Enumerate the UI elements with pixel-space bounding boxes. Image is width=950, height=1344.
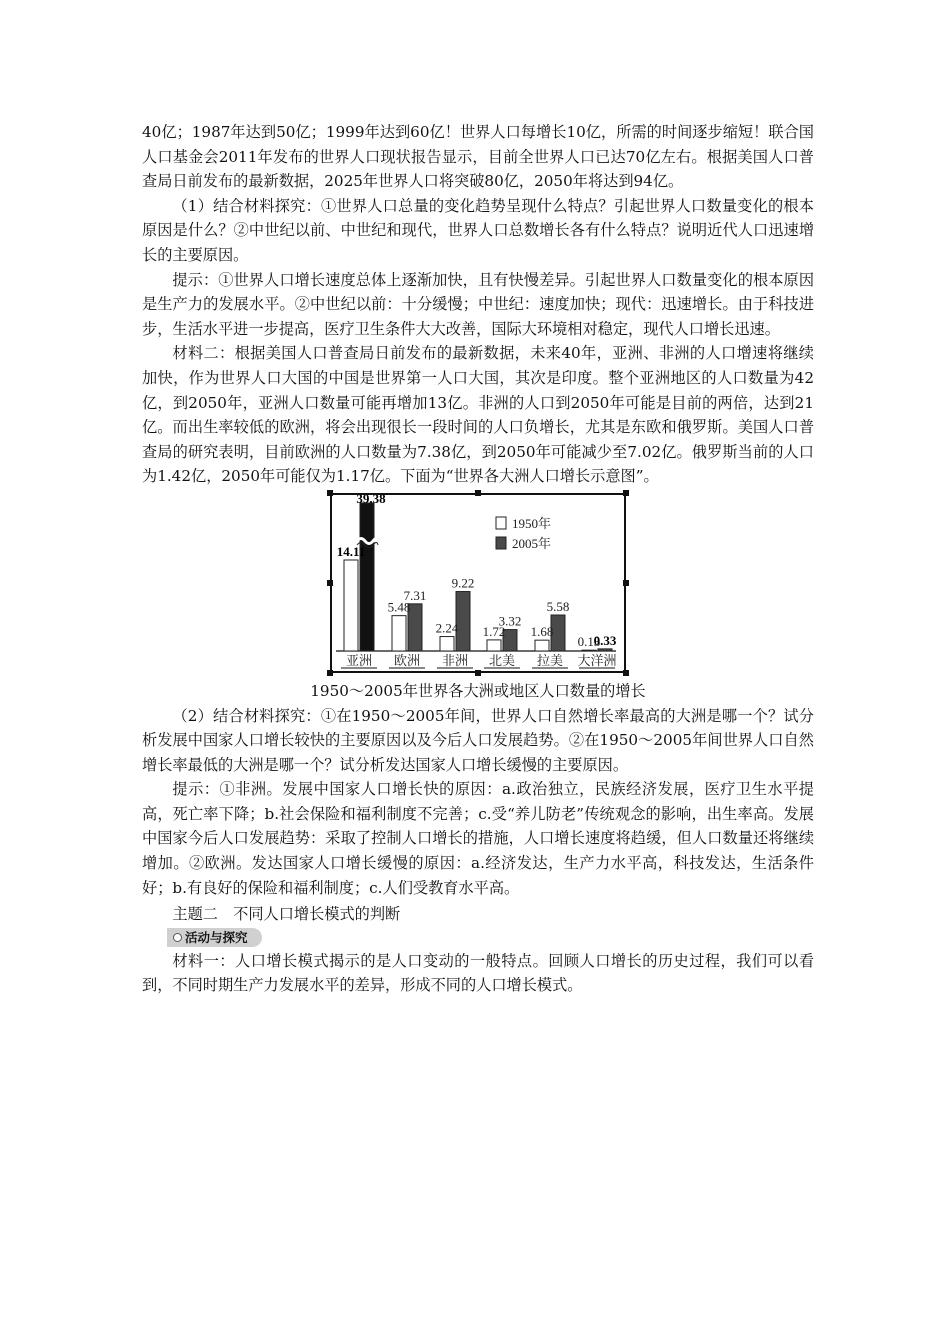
resize-handle xyxy=(623,580,629,586)
paragraph: 40亿；1987年达到50亿；1999年达到60亿！世界人口每增长10亿，所需的时间逐步缩短！联合国人口基金会2011年发布的世界人口现状报告显示，目前全世界人口已达70亿左右。根据美国人口普查局日前发布的最新数据，2025年世界人口将突破80亿，2050年将达到94亿。 xyxy=(142,123,814,191)
paragraph: 提示：①非洲。发展中国家人口增长快的原因：a.政治独立，民族经济发展，医疗卫生水平提高，死亡率下降；b.社会保险和福利制度不完善；c.受“养儿防老”传统观念的影响，出生率高。发展中国家今后人口发展趋势：采取了控制人口增长的措施，人口增长速度将趋缓，但人口数量还将继续增加。②欧洲。发达国家人口增长缓慢的原因：a.经济发达，生产力水平高，科技发达，生活条件好；b.有良好的保险和福利制度；c.人们受教育水平高。 xyxy=(142,780,814,897)
legend-label-1950: 1950年 xyxy=(512,515,552,531)
category-label: 非洲 xyxy=(441,653,469,669)
legend-swatch-1950 xyxy=(496,517,506,529)
legend-swatch-2005 xyxy=(496,537,506,549)
bar-1950 xyxy=(487,640,501,651)
resize-handle xyxy=(327,490,333,496)
category-label: 大洋洲 xyxy=(577,653,617,669)
figure-caption: 1950～2005年世界各大洲或地区人口数量的增长 xyxy=(310,681,646,700)
category-label: 北美 xyxy=(488,653,516,669)
chart-frame xyxy=(330,493,626,673)
paragraph: （1）结合材料探究：①世界人口总量的变化趋势呈现什么特点？引起世界人口数量变化的根本原因是什么？②中世纪以前、中世纪和现代，世界人口总数增长各有什么特点？说明近代人口迅速增长的主要原因。 xyxy=(142,196,814,264)
category-label: 欧洲 xyxy=(393,653,421,669)
legend-label-2005: 2005年 xyxy=(512,535,552,551)
paragraph: 提示：①世界人口增长速度总体上逐渐加快，且有快慢差异。引起世界人口数量变化的根本原因是生产力的发展水平。②中世纪以前：十分缓慢；中世纪：速度加快；现代：迅速增长。由于科技进步，生活水平进一步提高，医疗卫生条件大大改善，国际大环境相对稳定，现代人口增长迅速。 xyxy=(142,270,814,338)
bar-chart xyxy=(332,495,624,671)
paragraph: （2）结合材料探究：①在1950～2005年间，世界人口自然增长率最高的大洲是哪一个？试分析发展中国家人口增长较快的主要原因以及今后人口发展趋势。②在1950～2005年间世界人口自然增长率最低的大洲是哪一个？试分析发达国家人口增长缓慢的主要原因。 xyxy=(142,706,814,774)
data-label-1950: 1.72 xyxy=(482,623,506,639)
bar-2005 xyxy=(360,503,374,651)
data-label-1950: 2.24 xyxy=(435,620,459,636)
bullet-icon xyxy=(173,933,182,942)
data-label-2005: 7.31 xyxy=(403,587,427,603)
data-label-2005: 9.22 xyxy=(451,575,475,591)
data-label-1950: 14.11 xyxy=(336,543,366,559)
document-page xyxy=(142,118,814,998)
figure xyxy=(142,493,814,675)
data-label-2005: 5.58 xyxy=(546,598,570,614)
bar-1950 xyxy=(582,650,596,651)
bar-1950 xyxy=(344,560,358,651)
resize-handle xyxy=(327,670,333,676)
data-label-1950: 5.48 xyxy=(387,599,411,615)
bar-2005 xyxy=(598,649,612,651)
category-label: 拉美 xyxy=(536,653,564,669)
category-label: 亚洲 xyxy=(345,653,373,669)
data-label-2005: 0.33 xyxy=(593,632,617,648)
data-label-1950: 0.13 xyxy=(577,634,601,650)
paragraph: 材料一：人口增长模式揭示的是人口变动的一般特点。回顾人口增长的历史过程，我们可以看到，不同时期生产力发展水平的差异，形成不同的人口增长模式。 xyxy=(142,951,814,995)
paragraph: 材料二：根据美国人口普查局日前发布的最新数据，未来40年，亚洲、非洲的人口增速将继续加快，作为世界人口大国的中国是世界第一人口大国，其次是印度。整个亚洲地区的人口数量为42亿，到2050年，亚洲人口数量可能再增加13亿。非洲的人口到2050年可能是目前的两倍，达到21亿。而出生率较低的欧洲，将会出现很长一段时间的人口负增长，尤其是东欧和俄罗斯。美国人口普查局的研究表明，目前欧洲的人口数量为7.38亿，到2050年可能减少至7.02亿。俄罗斯当前的人口为1.42亿，2050年可能仅为1.17亿。下面为“世界各大洲人口增长示意图”。 xyxy=(142,344,814,486)
data-label-2005: 3.32 xyxy=(498,613,522,629)
topic-heading: 主题二 不同人口增长模式的判断 xyxy=(172,905,401,924)
activity-badge xyxy=(167,928,262,947)
bar-1950 xyxy=(440,636,454,650)
resize-handle xyxy=(475,670,481,676)
bar-1950 xyxy=(535,640,549,651)
data-label-1950: 1.68 xyxy=(530,624,554,640)
resize-handle xyxy=(623,670,629,676)
resize-handle xyxy=(475,490,481,496)
bar-1950 xyxy=(392,616,406,651)
badge-label: 活动与探究 xyxy=(185,929,248,945)
data-label-2005: 39.38 xyxy=(356,494,386,506)
resize-handle xyxy=(623,490,629,496)
resize-handle xyxy=(327,580,333,586)
